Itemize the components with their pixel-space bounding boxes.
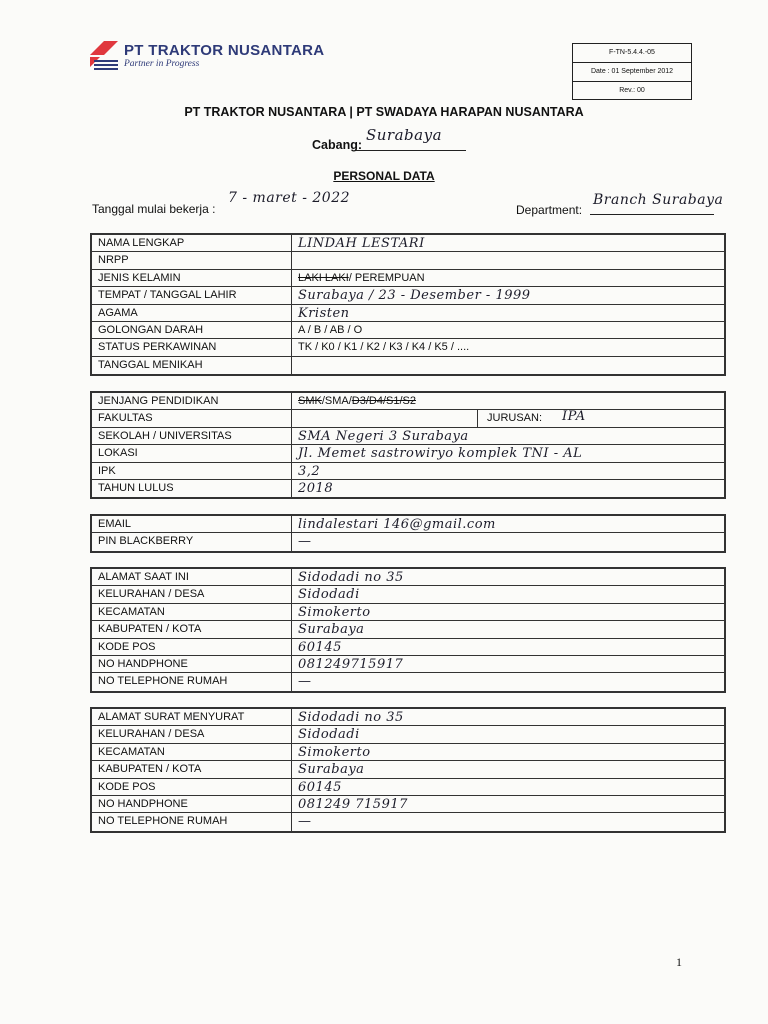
mailing-address-table: [90, 707, 726, 833]
start-date-value: 7 - maret - 2022: [228, 190, 351, 206]
field-label: KELURAHAN / DESA: [92, 586, 292, 602]
field-label: NRPP: [92, 252, 292, 268]
field-label: KELURAHAN / DESA: [92, 726, 292, 742]
table-row: [92, 305, 724, 322]
department-underline: [590, 214, 714, 215]
table-row: [92, 445, 724, 462]
table-row: [92, 673, 724, 690]
field-value: 60145: [298, 779, 342, 795]
start-date-label: Tanggal mulai bekerja :: [92, 202, 216, 216]
field-value: Sidodadi no 35: [298, 710, 404, 725]
field-value: lindalestari 146@gmail.com: [298, 517, 496, 532]
jurusan-label: JURUSAN:: [487, 412, 543, 425]
table-row: [92, 779, 724, 796]
table-row: [92, 463, 724, 480]
field-value: Jl. Memet sastrowiryo komplek TNI - AL: [298, 446, 583, 462]
education-table: [90, 391, 726, 499]
table-row: [92, 709, 724, 726]
struck-option: D3/D4/S1/S2: [351, 395, 416, 407]
table-row: [92, 322, 724, 339]
field-value: [292, 410, 724, 426]
field-label: FAKULTAS: [92, 410, 292, 426]
field-value: Sidodadi no 35: [298, 570, 404, 585]
form-date: Date : 01 September 2012: [573, 63, 691, 82]
field-label: NAMA LENGKAP: [92, 235, 292, 251]
field-label: ALAMAT SURAT MENYURAT: [92, 709, 292, 725]
traktor-logo-icon: [90, 41, 120, 71]
page-number: 1: [676, 955, 682, 969]
field-value: 081249 715917: [298, 796, 408, 812]
field-value: Simokerto: [298, 744, 371, 760]
table-row: [92, 393, 724, 410]
field-label: NO HANDPHONE: [92, 656, 292, 672]
field-value: [292, 270, 724, 286]
field-label: KODE POS: [92, 639, 292, 655]
field-value: Sidodadi: [298, 587, 360, 603]
field-label: NO TELEPHONE RUMAH: [92, 813, 292, 830]
table-row: [92, 357, 724, 374]
field-label: TEMPAT / TANGGAL LAHIR: [92, 287, 292, 303]
field-label: EMAIL: [92, 516, 292, 532]
table-row: [92, 533, 724, 550]
field-label: IPK: [92, 463, 292, 479]
cabang-label: Cabang:: [312, 138, 362, 152]
form-revision: Rev.: 00: [619, 87, 645, 94]
field-value: —: [298, 814, 312, 830]
field-label: KECAMATAN: [92, 744, 292, 760]
field-value: 2018: [298, 480, 334, 496]
logo-tagline: Partner in Progress: [124, 59, 200, 69]
struck-option: LAKI LAKI: [298, 271, 349, 284]
field-label: TAHUN LULUS: [92, 480, 292, 497]
option-text: /SMA/: [321, 395, 352, 407]
field-value: [292, 393, 724, 409]
field-label: SEKOLAH / UNIVERSITAS: [92, 428, 292, 444]
table-row: [92, 270, 724, 287]
field-value: Kristen: [298, 305, 350, 321]
field-value: A / B / AB / O: [298, 323, 363, 336]
field-label: PIN BLACKBERRY: [92, 533, 292, 550]
field-value: [292, 357, 724, 374]
table-row: [92, 796, 724, 813]
field-label: KECAMATAN: [92, 604, 292, 620]
field-value: Sidodadi: [298, 727, 360, 743]
table-row: [92, 586, 724, 603]
table-row: [92, 726, 724, 743]
form-title-text: PERSONAL DATA: [333, 169, 435, 183]
table-row: [92, 761, 724, 778]
table-row: [92, 480, 724, 497]
field-label: NO HANDPHONE: [92, 796, 292, 812]
current-address-table: [90, 567, 726, 693]
column-divider: [477, 410, 478, 426]
field-label: LOKASI: [92, 445, 292, 461]
table-row: [92, 252, 724, 269]
field-value: —: [298, 674, 312, 690]
field-value: Simokerto: [298, 604, 371, 620]
cabang-underline: [356, 150, 466, 151]
contact-table: [90, 514, 726, 553]
field-label: KABUPATEN / KOTA: [92, 761, 292, 777]
field-value: Surabaya: [298, 622, 365, 638]
table-row: [92, 516, 724, 533]
personal-table: [90, 233, 726, 376]
field-value: 081249715917: [298, 656, 404, 672]
table-row: [92, 235, 724, 252]
table-row: [92, 287, 724, 304]
form-title: [0, 169, 768, 183]
table-row: [92, 813, 724, 830]
form-code-box: [572, 43, 692, 100]
table-row: [92, 428, 724, 445]
field-label: JENIS KELAMIN: [92, 270, 292, 286]
cabang-value: Surabaya: [366, 126, 443, 144]
field-label: TANGGAL MENIKAH: [92, 357, 292, 374]
form-code: F-TN-5.4.4.-05: [573, 44, 691, 63]
field-label: JENJANG PENDIDIKAN: [92, 393, 292, 409]
field-label: STATUS PERKAWINAN: [92, 339, 292, 355]
field-value: LINDAH LESTARI: [298, 236, 425, 251]
jurusan-value: IPA: [562, 410, 586, 425]
table-row: [92, 339, 724, 356]
table-row: [92, 410, 724, 427]
struck-option: SMK: [298, 395, 322, 407]
field-label: ALAMAT SAAT INI: [92, 569, 292, 585]
company-logo: [90, 41, 325, 73]
table-row: [92, 656, 724, 673]
department-value: Branch Surabaya: [593, 192, 724, 208]
table-row: [92, 621, 724, 638]
field-value: TK / K0 / K1 / K2 / K3 / K4 / K5 / ....: [298, 341, 470, 354]
table-row: [92, 639, 724, 656]
table-row: [92, 604, 724, 621]
field-value: Surabaya / 23 - Desember - 1999: [298, 288, 531, 304]
field-value: 60145: [298, 639, 342, 655]
company-line: PT TRAKTOR NUSANTARA | PT SWADAYA HARAPAN NUSANTARA: [184, 105, 584, 119]
field-label: NO TELEPHONE RUMAH: [92, 673, 292, 690]
table-row: [92, 744, 724, 761]
field-label: KABUPATEN / KOTA: [92, 621, 292, 637]
field-value: SMA Negeri 3 Surabaya: [298, 428, 469, 444]
field-value: [292, 252, 724, 268]
field-value: 3,2: [298, 463, 321, 479]
field-value: Surabaya: [298, 762, 365, 778]
field-value: —: [298, 534, 312, 550]
field-label: AGAMA: [92, 305, 292, 321]
field-label: GOLONGAN DARAH: [92, 322, 292, 338]
logo-company-name: PT TRAKTOR NUSANTARA: [124, 42, 325, 59]
table-row: [92, 569, 724, 586]
department-label: Department:: [516, 203, 583, 217]
field-label: KODE POS: [92, 779, 292, 795]
option-text: / PEREMPUAN: [348, 271, 425, 284]
